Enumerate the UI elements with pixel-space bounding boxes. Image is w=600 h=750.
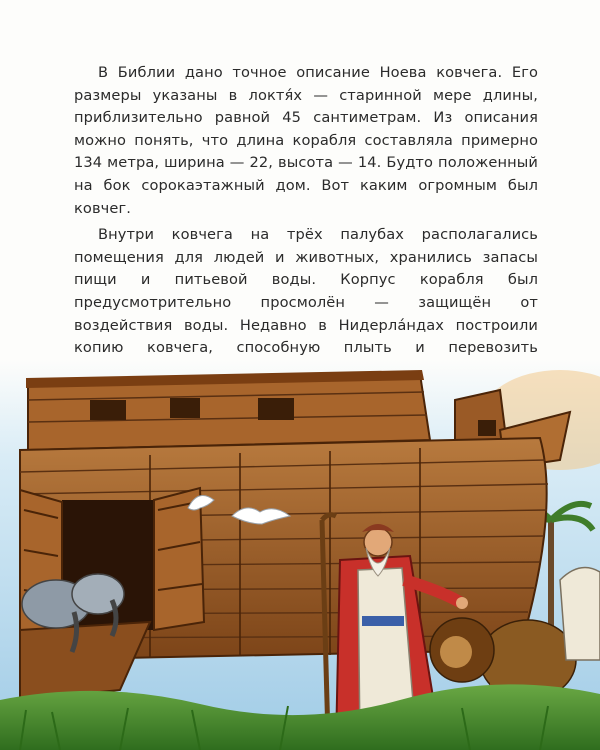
horse [560, 568, 600, 661]
noahs-ark-illustration [0, 360, 600, 750]
illustration-canvas [0, 360, 600, 750]
paragraph-1: В Библии дано точное описание Ноева ковчега. Его размеры указаны в локтя́х — старинной мере длины, приблизительно равной 45 сантиметрам. Из описания можно понять, что длина корабля составляла примерно 134 метра, ширина — 22, высота — 14. Будто положенный на бок сорокаэтажный дом. Вот каким огромным был ковчег. [74, 64, 538, 217]
paragraph-2: Внутри ковчега на трёх палубах располагались помещения для людей и животных, хранились запасы пищи и питьевой воды. Корпус корабля был предусмотрительно просмолён — защищён от воздействия воды. Недавно в Нидерла́ндах построили копию ковчега, способную плыть и перевозить [74, 226, 538, 357]
